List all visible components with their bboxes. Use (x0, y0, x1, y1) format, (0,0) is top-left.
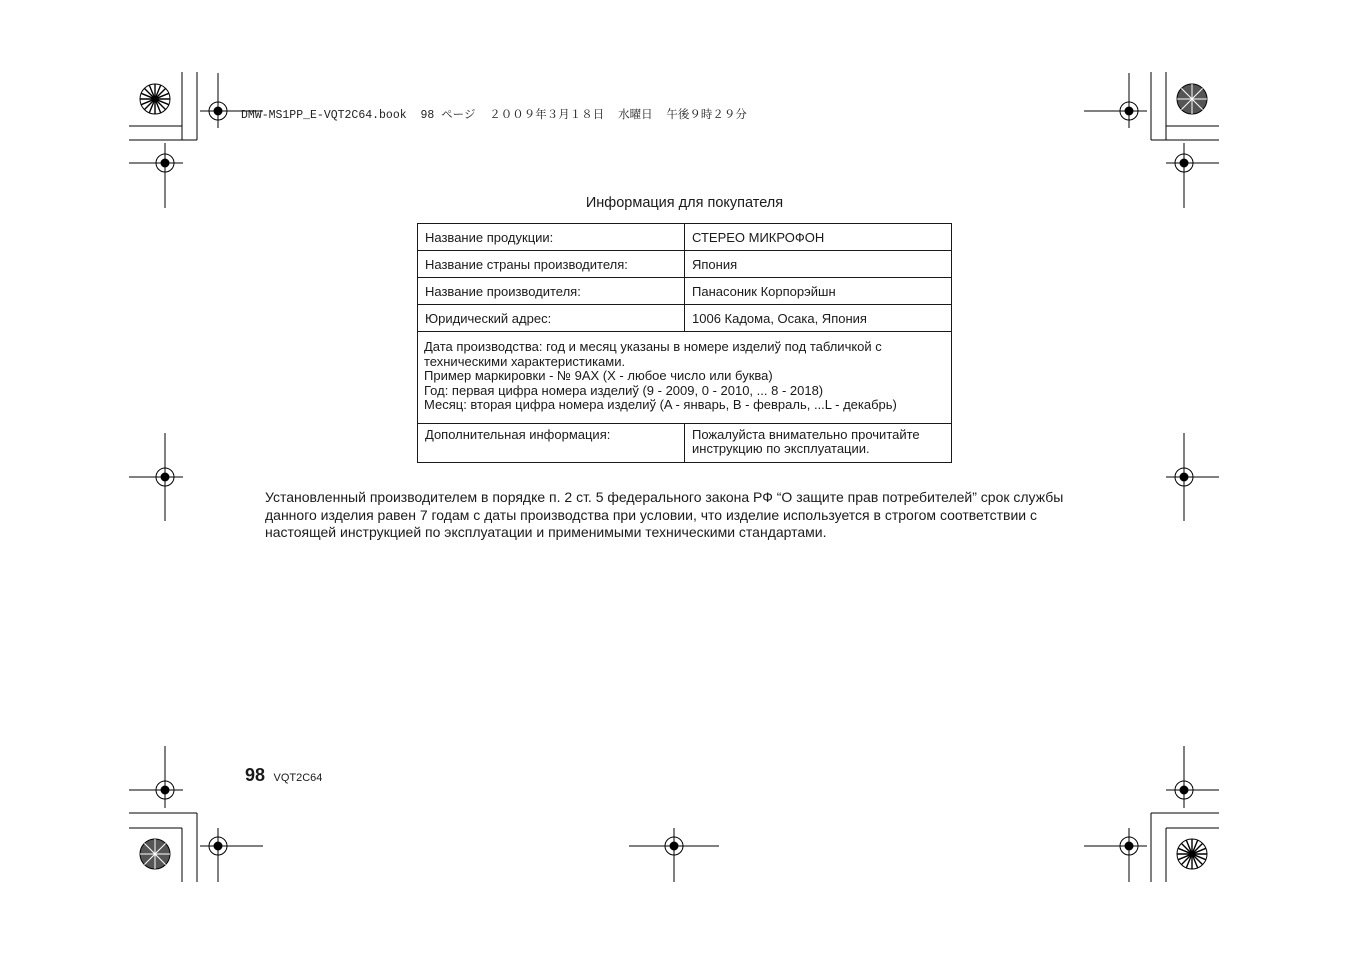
row-label: Название продукции: (418, 224, 685, 251)
table-row (418, 278, 952, 305)
table-row (418, 224, 952, 251)
buyer-info-table (417, 223, 952, 463)
page-number: 98 (245, 765, 266, 785)
additional-info-row (418, 423, 952, 462)
row-value: СТЕРЕО МИКРОФОН (685, 224, 952, 251)
page-title: Информация для покупателя (585, 195, 784, 211)
additional-label: Дополнительная информация: (418, 423, 685, 462)
header-date: ２００９年３月１８日 (489, 109, 605, 122)
paragraph-line: настоящей инструкцией по эксплуатации и применимыми техническими стандартами. (265, 524, 827, 540)
additional-line: Пожалуйста внимательно прочитайте (692, 426, 920, 442)
row-value: 1006 Кадома, Осака, Япония (685, 305, 952, 332)
print-header (241, 106, 747, 122)
paragraph-line: Установленный производителем в порядке п. 2 ст. 5 федерального закона РФ “О защите прав потребителей” срок службы (265, 489, 1064, 505)
document-code: VQT2C64 (273, 772, 323, 784)
page-footer (245, 765, 322, 786)
service-life-paragraph (265, 489, 1125, 542)
production-line: техническими характеристиками. (424, 353, 626, 369)
table-row (418, 251, 952, 278)
header-file: DMW-MS1PP_E-VQT2C64.book (241, 109, 407, 122)
row-value: Япония (685, 251, 952, 278)
additional-value (685, 423, 952, 462)
row-label: Юридический адрес: (418, 305, 685, 332)
production-line: Год: первая цифра номера изделиў (9 - 2009, 0 - 2010, ... 8 - 2018) (424, 382, 824, 398)
additional-line: инструкцию по эксплуатации. (692, 440, 870, 456)
header-time: 午後９時２９分 (666, 109, 747, 122)
row-label: Название страны производителя: (418, 251, 685, 278)
row-value: Панасоник Корпорэйшн (685, 278, 952, 305)
production-date-cell (418, 332, 952, 424)
production-line: Месяц: вторая цифра номера изделиў (A - январь, B - февраль, ...L - декабрь) (424, 397, 897, 412)
production-line: Пример маркировки - № 9AX (X - любое число или буква) (424, 368, 773, 383)
header-page-suffix: ページ (441, 109, 476, 122)
header-weekday: 水曜日 (618, 109, 653, 122)
row-label: Название производителя: (418, 278, 685, 305)
production-line: Дата производства: год и месяц указаны в номере изделиў под табличкой с (424, 339, 882, 354)
paragraph-line: данного изделия равен 7 годам с даты производства при условии, что изделие используется в строгом соответствии с (265, 506, 1038, 523)
production-date-row (418, 332, 952, 424)
table-row (418, 305, 952, 332)
header-page: 98 (420, 109, 435, 122)
